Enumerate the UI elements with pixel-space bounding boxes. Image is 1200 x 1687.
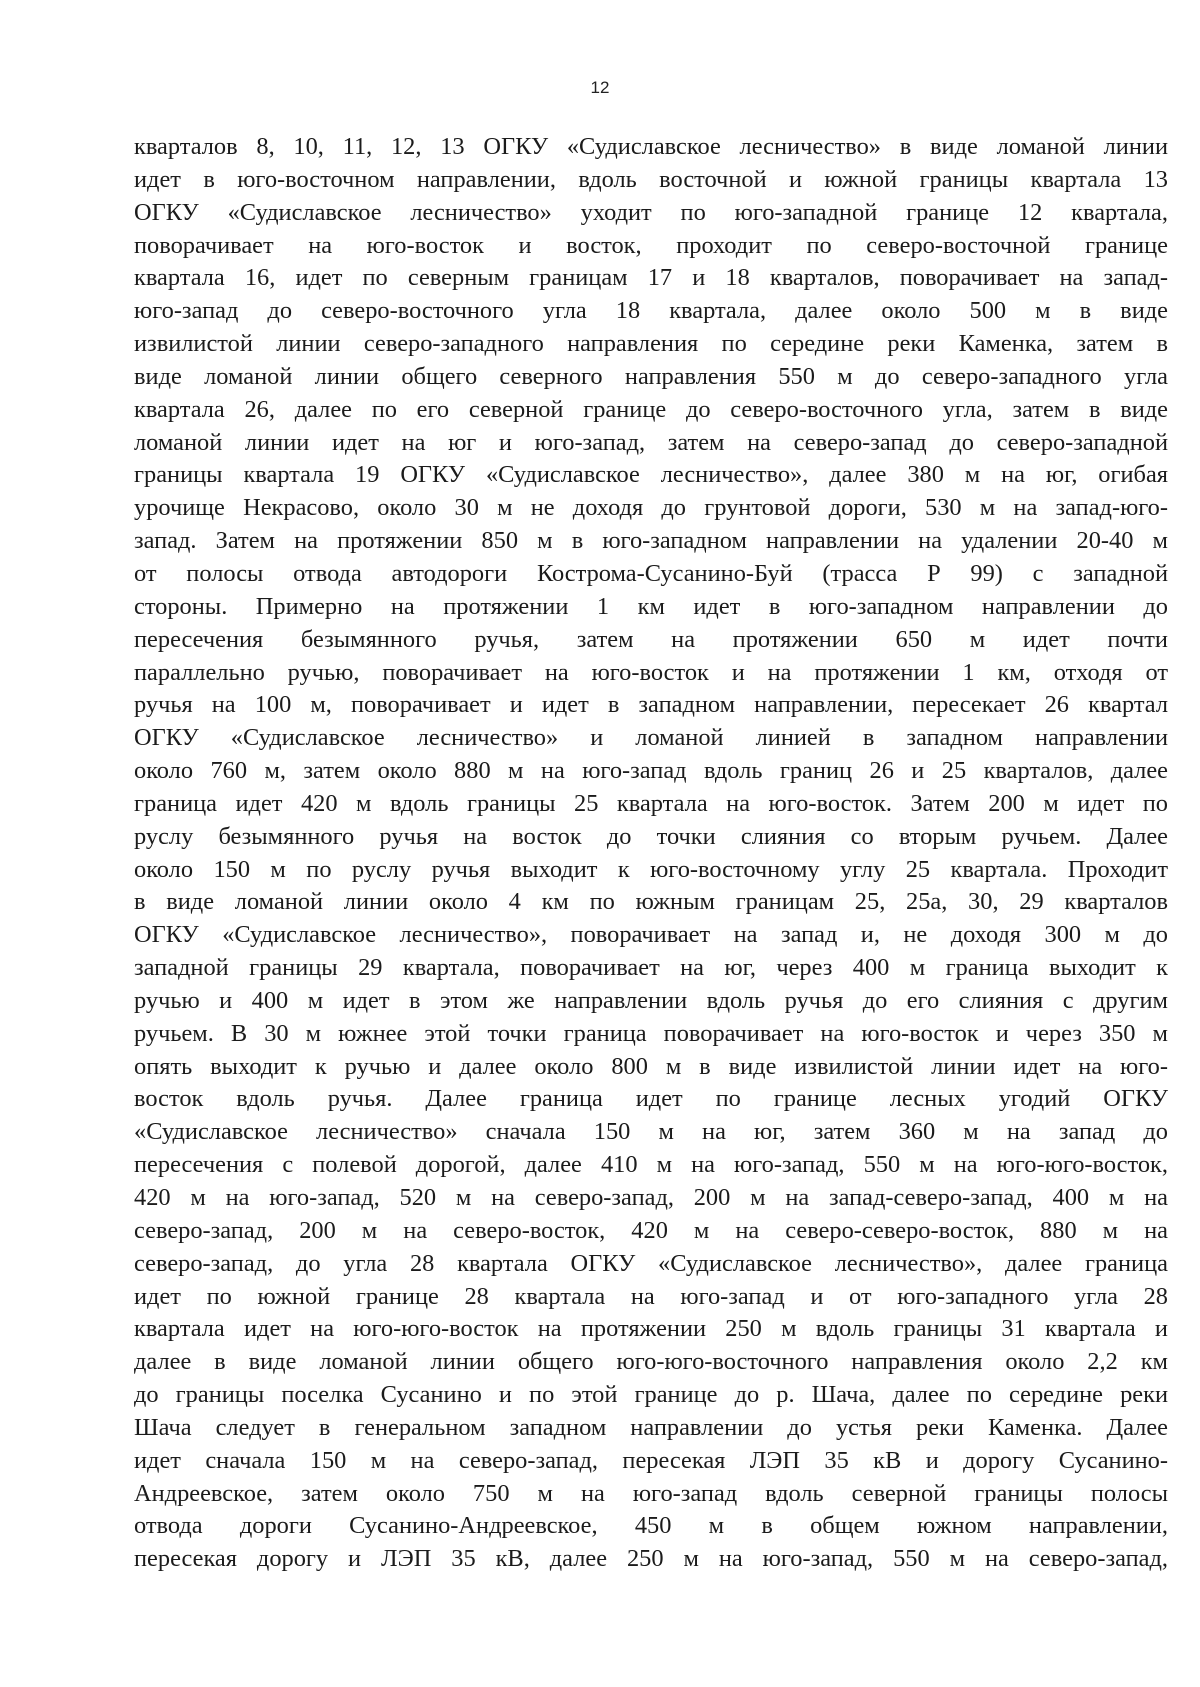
- text-line: квартала 26, далее по его северной границе до северо-восточного угла, затем в виде: [134, 395, 1168, 423]
- text-line: ручья на 100 м, поворачивает и идет в западном направлении, пересекает 26 квартал: [134, 691, 1168, 719]
- text-line: северо-запад, до угла 28 квартала ОГКУ «Судиславское лесничество», далее граница: [134, 1249, 1168, 1277]
- text-line: юго-запад до северо-восточного угла 18 квартала, далее около 500 м в виде: [134, 297, 1168, 325]
- text-line: Андреевское, затем около 750 м на юго-запад вдоль северной границы полосы: [134, 1479, 1168, 1507]
- text-line: идет по южной границе 28 квартала на юго-запад и от юго-западного угла 28: [134, 1282, 1168, 1310]
- text-line: Шача следует в генеральном западном направлении до устья реки Каменка. Далее: [134, 1413, 1168, 1441]
- text-line: урочище Некрасово, около 30 м не доходя до грунтовой дороги, 530 м на запад-юго-: [134, 494, 1168, 522]
- text-line: ручьем. В 30 м южнее этой точки граница поворачивает на юго-восток и через 350 м: [134, 1019, 1168, 1047]
- text-line: ОГКУ «Судиславское лесничество» и ломаной линией в западном направлении: [134, 724, 1168, 752]
- text-line: границы квартала 19 ОГКУ «Судиславское лесничество», далее 380 м на юг, огибая: [134, 461, 1168, 489]
- text-line: восток вдоль ручья. Далее граница идет по границе лесных угодий ОГКУ: [134, 1085, 1168, 1113]
- text-line: запад. Затем на протяжении 850 м в юго-западном направлении на удалении 20-40 м: [134, 527, 1168, 555]
- text-line: идет в юго-восточном направлении, вдоль восточной и южной границы квартала 13: [134, 165, 1168, 193]
- text-line: пересечения с полевой дорогой, далее 410 м на юго-запад, 550 м на юго-юго-восток,: [134, 1151, 1168, 1179]
- text-line: ломаной линии идет на юг и юго-запад, затем на северо-запад до северо-западной: [134, 428, 1168, 456]
- text-line: западной границы 29 квартала, поворачивает на юг, через 400 м граница выходит к: [134, 954, 1168, 982]
- body-text: [134, 131, 1168, 1576]
- text-line: «Судиславское лесничество» сначала 150 м на юг, затем 360 м на запад до: [134, 1118, 1168, 1146]
- text-line: пересечения безымянного ручья, затем на протяжении 650 м идет почти: [134, 625, 1168, 653]
- text-line: идет сначала 150 м на северо-запад, пересекая ЛЭП 35 кВ и дорогу Сусанино-: [134, 1446, 1168, 1474]
- text-line: кварталов 8, 10, 11, 12, 13 ОГКУ «Судиславское лесничество» в виде ломаной линии: [134, 133, 1168, 160]
- text-line: квартала 16, идет по северным границам 17 и 18 кварталов, поворачивает на запад-: [134, 264, 1168, 292]
- text-line: до границы поселка Сусанино и по этой границе до р. Шача, далее по середине реки: [134, 1381, 1168, 1409]
- text-line: около 150 м по руслу ручья выходит к юго-восточному углу 25 квартала. Проходит: [134, 855, 1168, 883]
- text-line: в виде ломаной линии около 4 км по южным границам 25, 25а, 30, 29 кварталов: [134, 888, 1168, 916]
- text-line: поворачивает на юго-восток и восток, проходит по северо-восточной границе: [134, 231, 1168, 259]
- text-line: от полосы отвода автодороги Кострома-Сусанино-Буй (трасса Р 99) с западной: [134, 559, 1168, 587]
- text-line: квартала идет на юго-юго-восток на протяжении 250 м вдоль границы 31 квартала и: [134, 1315, 1168, 1343]
- text-line: извилистой линии северо-западного направления по середине реки Каменка, затем в: [134, 330, 1168, 358]
- text-line: параллельно ручью, поворачивает на юго-восток и на протяжении 1 км, отходя от: [134, 658, 1168, 686]
- text-line: ОГКУ «Судиславское лесничество», поворачивает на запад и, не доходя 300 м до: [134, 921, 1168, 949]
- text-line: пересекая дорогу и ЛЭП 35 кВ, далее 250 м на юго-запад, 550 м на северо-запад,: [134, 1545, 1168, 1573]
- text-line: далее в виде ломаной линии общего юго-юго-восточного направления около 2,2 км: [134, 1348, 1168, 1376]
- text-line: отвода дороги Сусанино-Андреевское, 450 м в общем южном направлении,: [134, 1512, 1168, 1540]
- text-line: стороны. Примерно на протяжении 1 км идет в юго-западном направлении до: [134, 592, 1168, 620]
- text-line: 420 м на юго-запад, 520 м на северо-запад, 200 м на запад-северо-запад, 400 м на: [134, 1184, 1168, 1211]
- text-line: опять выходит к ручью и далее около 800 м в виде извилистой линии идет на юго-: [134, 1052, 1168, 1080]
- text-line: северо-запад, 200 м на северо-восток, 420 м на северо-северо-восток, 880 м на: [134, 1216, 1168, 1244]
- text-line: виде ломаной линии общего северного направления 550 м до северо-западного угла: [134, 362, 1168, 390]
- page-number: 12: [590, 78, 610, 97]
- text-line: ОГКУ «Судиславское лесничество» уходит по юго-западной границе 12 квартала,: [134, 198, 1168, 226]
- text-line: граница идет 420 м вдоль границы 25 квартала на юго-восток. Затем 200 м идет по: [134, 789, 1168, 817]
- text-line: руслу безымянного ручья на восток до точки слияния со вторым ручьем. Далее: [134, 822, 1168, 850]
- text-line: около 760 м, затем около 880 м на юго-запад вдоль границ 26 и 25 кварталов, далее: [134, 757, 1168, 785]
- text-line: ручью и 400 м идет в этом же направлении вдоль ручья до его слияния с другим: [134, 986, 1168, 1014]
